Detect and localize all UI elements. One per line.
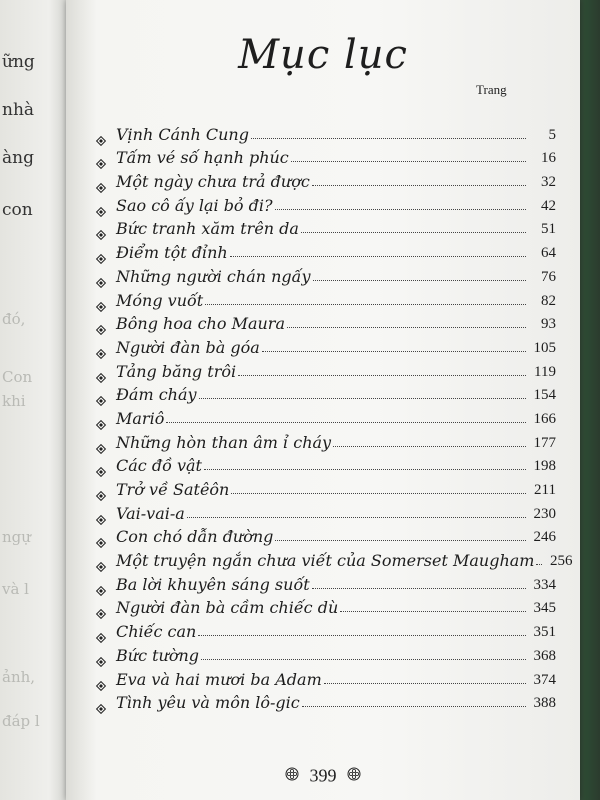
page-title: Mục lục — [238, 32, 408, 78]
toc-entry-page: 76 — [541, 268, 556, 285]
toc-entry-page: 119 — [534, 363, 556, 380]
toc-entry-title: Bông hoa cho Maura — [116, 314, 285, 334]
toc-entry-title: Một truyện ngắn chưa viết của Somerset Maugham — [116, 551, 535, 571]
dot-leader — [238, 375, 526, 376]
toc-entry-title: Đám cháy — [116, 385, 197, 405]
toc-entry-page: 388 — [533, 695, 556, 712]
toc-entry-page: 177 — [533, 434, 556, 451]
flower-ornament-icon — [347, 765, 361, 786]
diamond-outline-icon — [96, 320, 106, 330]
diamond-outline-icon — [96, 391, 106, 401]
toc-entry-page: 93 — [541, 316, 556, 333]
diamond-outline-icon — [96, 486, 106, 496]
diamond-outline-icon — [96, 462, 106, 472]
toc-entry — [96, 215, 556, 239]
diamond-outline-icon — [96, 557, 106, 567]
toc-entry-page: 82 — [541, 292, 556, 309]
toc-entry-page: 374 — [533, 671, 556, 688]
toc-entry-page: 166 — [533, 410, 556, 427]
toc-entry-title: Vai-vai-a — [116, 503, 185, 523]
dot-leader — [251, 138, 526, 139]
diamond-outline-icon — [96, 652, 106, 662]
toc-entry-title: Bức tranh xăm trên da — [116, 219, 299, 239]
toc-entry — [96, 262, 556, 286]
toc-entry-title: Eva và hai mươi ba Adam — [116, 669, 322, 689]
toc-entry-page: 32 — [541, 174, 556, 191]
diamond-outline-icon — [96, 699, 106, 709]
toc-entry — [96, 167, 556, 191]
left-page-fragment: Con — [2, 368, 33, 386]
diamond-outline-icon — [96, 581, 106, 591]
dot-leader — [187, 517, 526, 518]
page-number: 399 — [309, 765, 337, 786]
previous-page — [0, 0, 70, 800]
dot-leader — [231, 493, 526, 494]
dot-leader — [333, 446, 526, 447]
dot-leader — [166, 422, 526, 423]
dot-leader — [312, 185, 526, 186]
diamond-outline-icon — [96, 415, 106, 425]
toc-entry-page: 154 — [533, 387, 556, 404]
dot-leader — [313, 280, 526, 281]
diamond-outline-icon — [96, 297, 106, 307]
dot-leader — [302, 706, 526, 707]
table-of-contents-page — [66, 0, 580, 800]
toc-entry-page: 42 — [541, 197, 556, 214]
diamond-outline-icon — [96, 368, 106, 378]
toc-entry-page: 51 — [541, 221, 556, 238]
left-page-fragment: đó, — [2, 310, 26, 328]
toc-list — [96, 120, 573, 713]
diamond-outline-icon — [96, 628, 106, 638]
toc-entry-title: Các đồ vật — [116, 456, 202, 476]
diamond-outline-icon — [96, 273, 106, 283]
diamond-outline-icon — [96, 604, 106, 614]
toc-entry — [96, 357, 556, 381]
diamond-outline-icon — [96, 178, 106, 188]
toc-entry-title: Sao cô ấy lại bỏ đi? — [116, 195, 273, 215]
toc-entry — [96, 475, 556, 499]
left-page-fragment: àng — [2, 148, 34, 168]
diamond-outline-icon — [96, 154, 106, 164]
diamond-outline-icon — [96, 676, 106, 686]
dot-leader — [340, 611, 526, 612]
dot-leader — [262, 351, 526, 352]
toc-entry — [96, 523, 556, 547]
toc-entry-page: 64 — [541, 245, 556, 262]
toc-entry — [96, 665, 556, 689]
dot-leader — [275, 209, 526, 210]
toc-entry — [96, 191, 556, 215]
toc-entry-title: Ba lời khuyên sáng suốt — [116, 574, 310, 594]
toc-entry-title: Chiếc can — [116, 622, 197, 642]
toc-entry — [96, 594, 556, 618]
toc-entry-page: 211 — [534, 482, 556, 498]
toc-entry — [96, 286, 556, 310]
toc-entry-title: Tình yêu và môn lô-gic — [116, 693, 300, 713]
toc-entry-page: 105 — [533, 339, 556, 356]
toc-entry-page: 246 — [533, 529, 556, 546]
toc-entry-page: 16 — [541, 150, 556, 167]
toc-entry-title: Người đàn bà cầm chiếc dù — [116, 598, 339, 618]
flower-ornament-icon — [285, 765, 299, 786]
toc-entry-title: Những người chán ngấy — [116, 266, 311, 286]
toc-entry-title: Vịnh Cánh Cung — [116, 124, 249, 144]
left-page-fragment: ững — [2, 52, 35, 72]
toc-entry — [96, 310, 556, 334]
toc-entry-title: Một ngày chưa trả được — [116, 172, 310, 192]
toc-entry — [96, 689, 556, 713]
toc-entry-page: 368 — [533, 647, 556, 664]
toc-entry — [96, 333, 556, 357]
page-footer — [66, 764, 580, 786]
toc-entry — [96, 144, 556, 168]
dot-leader — [198, 635, 526, 636]
left-page-fragment: và l — [2, 580, 29, 598]
toc-entry-page: 334 — [533, 576, 556, 593]
dot-leader — [324, 683, 526, 684]
toc-entry — [96, 404, 556, 428]
dot-leader — [312, 588, 526, 589]
diamond-outline-icon — [96, 202, 106, 212]
left-page-fragment: nhà — [2, 100, 35, 120]
dot-leader — [275, 540, 526, 541]
toc-entry — [96, 381, 556, 405]
toc-entry-title: Tấm vé số hạnh phúc — [116, 148, 289, 168]
toc-entry-title: Tảng băng trôi — [116, 361, 237, 381]
toc-entry-page: 351 — [533, 624, 556, 641]
dot-leader — [201, 659, 526, 660]
toc-entry-title: Con chó dẫn đường — [116, 527, 274, 547]
toc-entry-title: Người đàn bà góa — [116, 337, 260, 357]
left-page-fragment: con — [2, 200, 33, 220]
toc-entry — [96, 570, 556, 594]
toc-entry — [96, 617, 556, 641]
toc-entry-title: Những hòn than âm ỉ cháy — [116, 432, 332, 452]
toc-entry-title: Điểm tột đỉnh — [116, 243, 228, 263]
toc-entry-page: 198 — [533, 458, 556, 475]
toc-entry-page: 5 — [548, 126, 556, 143]
left-page-fragment: ngự — [2, 528, 31, 546]
toc-entry-title: Bức tường — [116, 645, 200, 665]
left-page-fragment: khi — [2, 392, 26, 410]
toc-entry — [96, 546, 573, 571]
toc-entry-page: 230 — [533, 505, 556, 522]
toc-entry — [96, 499, 556, 523]
dot-leader — [301, 232, 526, 233]
toc-entry-page: 345 — [533, 600, 556, 617]
diamond-outline-icon — [96, 510, 106, 520]
dot-leader — [287, 327, 526, 328]
toc-entry — [96, 452, 556, 476]
toc-entry-title: Móng vuốt — [116, 290, 204, 310]
diamond-outline-icon — [96, 439, 106, 449]
left-page-fragment: ảnh, — [2, 668, 36, 686]
dot-leader — [199, 398, 526, 399]
dot-leader — [291, 161, 526, 162]
diamond-outline-icon — [96, 344, 106, 354]
toc-entry — [96, 238, 556, 262]
page-column-label: Trang — [476, 82, 507, 97]
left-page-fragment: đáp l — [2, 712, 40, 730]
diamond-outline-icon — [96, 131, 106, 141]
toc-entry — [96, 641, 556, 665]
dot-leader — [205, 304, 526, 305]
dot-leader — [536, 564, 542, 565]
toc-entry-title: Trở về Satêôn — [116, 480, 230, 499]
toc-entry-page: 256 — [549, 553, 573, 570]
toc-entry — [96, 120, 556, 144]
dot-leader — [204, 469, 526, 470]
diamond-outline-icon — [96, 533, 106, 543]
dot-leader — [230, 256, 526, 257]
toc-entry-title: Mariô — [116, 408, 165, 428]
diamond-outline-icon — [96, 225, 106, 235]
toc-entry — [96, 428, 556, 452]
diamond-outline-icon — [96, 249, 106, 259]
